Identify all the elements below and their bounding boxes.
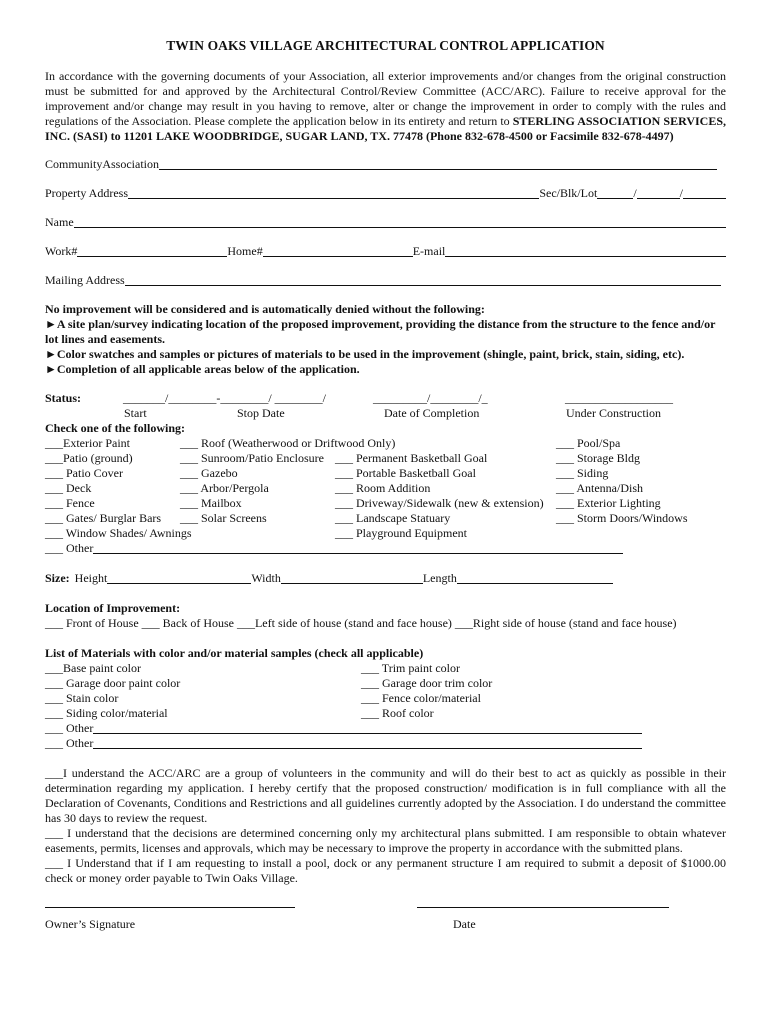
name-row xyxy=(45,215,726,230)
materials-other-label: ___ Other xyxy=(45,736,94,750)
acknowledgement-decisions[interactable]: ___ I understand that the decisions are determined concerning only my architectural plans submitted. I am responsible to obtain whatever easements, permits, licenses and approvals, which may be necessary to improve the property in accordance with the submitted plans. xyxy=(45,826,726,855)
community-association-label: CommunityAssociation xyxy=(45,157,159,171)
intro-text: In accordance with the governing documents of your Association, all exterior improvements and/or changes from the original construction must be submitted for and approved by the Architectural Control/Review Committee (ACC/ARC). Failure to receive approval for the improvement and/or change may result in you having to remove, alter or change the improvement in order to comply with the rules and regulations of the Association. Please complete the application below in its entirety and return to xyxy=(45,69,726,128)
check-solar-screens[interactable]: ___ Solar Screens xyxy=(180,511,267,525)
mailing-address-label: Mailing Address xyxy=(45,273,125,287)
completion-date-field[interactable]: _________/________/_ xyxy=(373,391,488,405)
community-association-row xyxy=(45,157,717,172)
property-address-label: Property Address xyxy=(45,186,128,200)
check-exterior-lighting[interactable]: ___ Exterior Lighting xyxy=(556,496,661,510)
email-label: E-mail xyxy=(412,244,446,258)
check-patio-cover[interactable]: ___ Patio Cover xyxy=(45,466,123,480)
roof-color-label: ___ Roof color xyxy=(361,706,434,720)
work-phone-label: Work# xyxy=(45,244,78,258)
trim-paint-color-label: ___ Trim paint color xyxy=(361,661,461,675)
date-label: Date xyxy=(453,917,476,931)
garage-door-trim-color-label: ___ Garage door trim color xyxy=(361,676,493,690)
check-other-field[interactable] xyxy=(93,541,623,554)
width-label: Width xyxy=(251,571,281,585)
check-exterior-paint[interactable]: ___Exterior Paint xyxy=(45,436,130,450)
intro-return-address: STERLING ASSOCIATION SERVICES, INC. (SASI) to 11201 LAKE WOODBRIDGE, SUGAR LAND, TX. 77478 (Phone 832-678-4500 or Facsimile 832-678-4497) xyxy=(45,114,727,143)
status-captions xyxy=(45,406,726,421)
requirement-color-swatches: ►Color swatches and samples or pictures of materials to be used in the improvement (shingle, paint, brick, stain, siding, etc). xyxy=(45,347,685,361)
sec-field[interactable] xyxy=(597,186,633,199)
email-field[interactable] xyxy=(445,244,726,257)
check-portable-basketball[interactable]: ___ Portable Basketball Goal xyxy=(335,466,476,480)
check-fence[interactable]: ___ Fence xyxy=(45,496,95,510)
start-caption: Start xyxy=(124,406,147,420)
property-address-field[interactable] xyxy=(128,186,539,199)
separator: / xyxy=(679,186,683,200)
materials-other-field[interactable] xyxy=(93,736,642,749)
home-phone-field[interactable] xyxy=(263,244,413,257)
location-heading: Location of Improvement: xyxy=(45,601,181,615)
blk-field[interactable] xyxy=(637,186,680,199)
mailing-address-row xyxy=(45,273,721,288)
check-permanent-basketball[interactable]: ___ Permanent Basketball Goal xyxy=(335,451,488,465)
base-paint-color-label: ___Base paint color xyxy=(45,661,141,675)
check-window-shades[interactable]: ___ Window Shades/ Awnings xyxy=(45,526,192,540)
requirement-completion: ►Completion of all applicable areas below of the application. xyxy=(45,362,360,376)
length-label: Length xyxy=(422,571,457,585)
check-antenna-dish[interactable]: ___ Antenna/Dish xyxy=(556,481,643,495)
siding-color-material-label: ___ Siding color/material xyxy=(45,706,168,720)
check-row xyxy=(45,511,726,526)
application-form xyxy=(45,38,726,947)
completion-caption: Date of Completion xyxy=(384,406,480,420)
height-field[interactable] xyxy=(107,571,251,584)
materials-other-field[interactable] xyxy=(93,721,642,734)
garage-door-paint-color-label: ___ Garage door paint color xyxy=(45,676,181,690)
separator: / xyxy=(633,186,637,200)
check-row xyxy=(45,496,726,511)
phone-email-row xyxy=(45,244,726,259)
size-label: Size: xyxy=(45,571,70,585)
name-field[interactable] xyxy=(74,215,726,228)
materials-row xyxy=(45,706,726,721)
sec-blk-lot-label: Sec/Blk/Lot xyxy=(539,186,598,200)
work-phone-field[interactable] xyxy=(77,244,227,257)
materials-row xyxy=(45,676,726,691)
check-gazebo[interactable]: ___ Gazebo xyxy=(180,466,238,480)
community-association-field[interactable] xyxy=(159,157,717,170)
check-other-row xyxy=(45,541,623,556)
under-construction-caption: Under Construction xyxy=(566,406,661,420)
stain-color-label: ___ Stain color xyxy=(45,691,119,705)
check-row xyxy=(45,451,726,466)
check-storage-bldg[interactable]: ___ Storage Bldg xyxy=(556,451,640,465)
check-driveway-sidewalk[interactable]: ___ Driveway/Sidewalk (new & extension) xyxy=(335,496,544,510)
height-label: Height xyxy=(74,571,108,585)
check-deck[interactable]: ___ Deck xyxy=(45,481,92,495)
requirements-heading: No improvement will be considered and is automatically denied without the following: xyxy=(45,302,485,316)
check-arbor-pergola[interactable]: ___ Arbor/Pergola xyxy=(180,481,269,495)
check-gates-burglar-bars[interactable]: ___ Gates/ Burglar Bars xyxy=(45,511,162,525)
width-field[interactable] xyxy=(281,571,423,584)
check-playground[interactable]: ___ Playground Equipment xyxy=(335,526,467,540)
check-other-label: ___ Other xyxy=(45,541,94,555)
check-siding[interactable]: ___ Siding xyxy=(556,466,609,480)
check-patio-ground[interactable]: ___Patio (ground) xyxy=(45,451,133,465)
location-options[interactable]: ___ Front of House ___ Back of House ___Left side of house (stand and face house) ___Right side of house (stand and face house) xyxy=(45,616,677,630)
check-heading: Check one of the following: xyxy=(45,421,185,435)
materials-other-row xyxy=(45,721,642,736)
start-stop-date-field[interactable]: _______/________-________/ ________/ xyxy=(123,391,326,405)
status-row xyxy=(45,391,726,406)
owner-signature-field[interactable] xyxy=(45,907,295,908)
check-landscape-statuary[interactable]: ___ Landscape Statuary xyxy=(335,511,451,525)
check-pool-spa[interactable]: ___ Pool/Spa xyxy=(556,436,621,450)
status-label: Status: xyxy=(45,391,82,405)
date-field[interactable] xyxy=(417,907,669,908)
intro-paragraph xyxy=(45,69,726,144)
size-row xyxy=(45,571,613,586)
owner-signature-label: Owner’s Signature xyxy=(45,917,136,931)
name-label: Name xyxy=(45,215,74,229)
check-row xyxy=(45,436,726,451)
property-address-row xyxy=(45,186,726,201)
requirement-site-plan: ►A site plan/survey indicating location of the proposed improvement, providing the distance from the structure to the fence and/or lot lines and easements. xyxy=(45,317,716,346)
length-field[interactable] xyxy=(457,571,613,584)
materials-other-row xyxy=(45,736,642,751)
check-storm-doors-windows[interactable]: ___ Storm Doors/Windows xyxy=(556,511,688,525)
signature-row xyxy=(45,907,726,947)
check-row xyxy=(45,526,726,541)
stop-date-caption: Stop Date xyxy=(237,406,285,420)
materials-row xyxy=(45,661,726,676)
lot-field[interactable] xyxy=(683,186,726,199)
check-row xyxy=(45,466,726,481)
home-phone-label: Home# xyxy=(227,244,263,258)
check-row xyxy=(45,481,726,496)
check-roof[interactable]: ___ Roof (Weatherwood or Driftwood Only) xyxy=(180,436,396,450)
check-room-addition[interactable]: ___ Room Addition xyxy=(335,481,431,495)
mailing-address-field[interactable] xyxy=(125,273,721,286)
acknowledgement-deposit[interactable]: ___ I Understand that if I am requesting to install a pool, dock or any permanent structure I am required to submit a deposit of $1000.00 check or money order payable to Twin Oaks Village. xyxy=(45,856,726,885)
acknowledgement-volunteers[interactable]: ___I understand the ACC/ARC are a group of volunteers in the community and will do their best to act as quickly as possible in their determination regarding my application. I hereby certify that the proposed construction/ modification is in full compliance with all the Declaration of Covenants, Conditions and Restrictions and all guidelines currently adopted by the Association. I do understand the committee has 30 days to review the request. xyxy=(45,766,726,825)
materials-heading: List of Materials with color and/or material samples (check all applicable) xyxy=(45,646,424,660)
materials-row xyxy=(45,691,726,706)
fence-color-material-label: ___ Fence color/material xyxy=(361,691,481,705)
under-construction-field[interactable]: __________________ xyxy=(565,391,673,405)
check-sunroom[interactable]: ___ Sunroom/Patio Enclosure xyxy=(180,451,324,465)
form-title: TWIN OAKS VILLAGE ARCHITECTURAL CONTROL APPLICATION xyxy=(166,38,605,53)
materials-other-label: ___ Other xyxy=(45,721,94,735)
check-mailbox[interactable]: ___ Mailbox xyxy=(180,496,242,510)
